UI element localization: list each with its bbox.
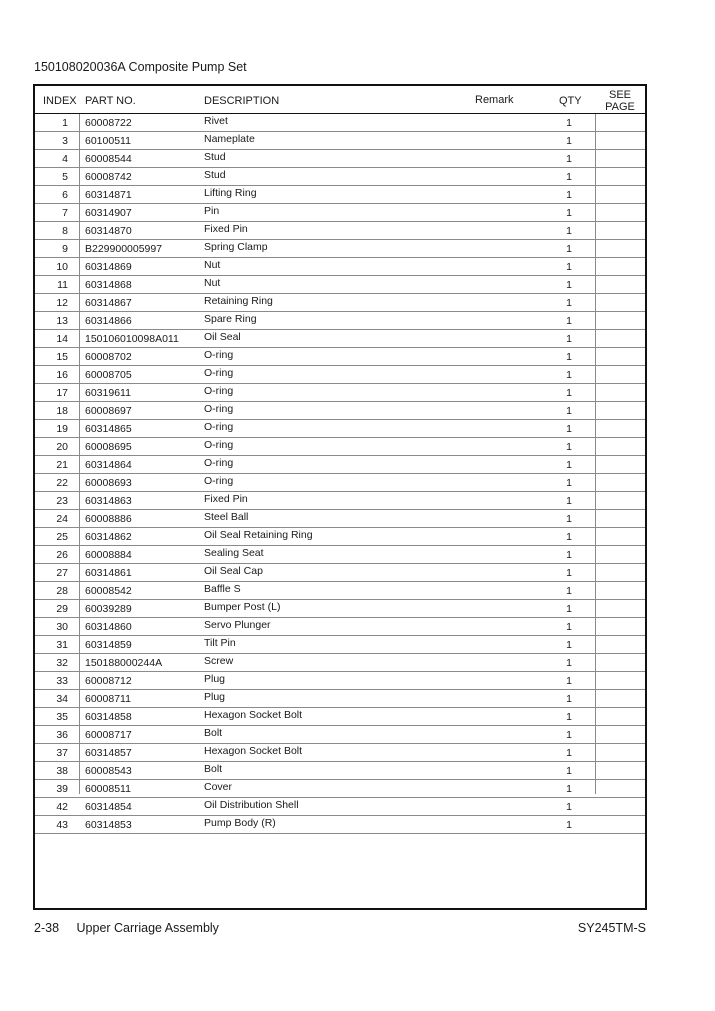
table-row (35, 312, 645, 330)
row-qty: 1 (566, 441, 572, 453)
header-see-page-line1: SEE (608, 89, 631, 101)
row-description: Retaining Ring (204, 295, 273, 307)
row-index: 10 (56, 261, 68, 273)
row-index: 34 (56, 693, 68, 705)
footer-left (34, 921, 219, 935)
row-index: 26 (56, 549, 68, 561)
row-index: 42 (56, 801, 68, 813)
row-index: 38 (56, 765, 68, 777)
row-part-no: 60100511 (85, 135, 131, 147)
row-description: Fixed Pin (204, 493, 248, 505)
table-row (35, 780, 645, 798)
row-part-no: 60008705 (85, 369, 132, 381)
row-qty: 1 (566, 693, 572, 705)
row-part-no: 60319611 (85, 387, 131, 399)
row-part-no: 150106010098A011 (85, 333, 179, 345)
table-row (35, 258, 645, 276)
row-description: O-ring (204, 367, 234, 379)
table-row (35, 726, 645, 744)
row-qty: 1 (566, 603, 572, 615)
table-row (35, 510, 645, 528)
table-row (35, 582, 645, 600)
row-index: 19 (56, 423, 68, 435)
row-qty: 1 (566, 495, 572, 507)
row-qty: 1 (566, 243, 572, 255)
row-part-no: 60314853 (85, 819, 132, 831)
table-row (35, 204, 645, 222)
row-description: Spare Ring (204, 313, 257, 325)
table-row (35, 240, 645, 258)
table-row (35, 708, 645, 726)
header-qty: QTY (559, 95, 582, 107)
row-part-no: 60314861 (85, 567, 132, 579)
row-index: 33 (56, 675, 68, 687)
row-part-no: 60008722 (85, 117, 132, 129)
row-index: 11 (57, 279, 68, 291)
header-description: DESCRIPTION (204, 95, 280, 107)
row-description: Steel Ball (204, 511, 249, 523)
row-qty: 1 (566, 711, 572, 723)
row-qty: 1 (566, 459, 572, 471)
row-part-no: 60314871 (85, 189, 132, 201)
row-qty: 1 (566, 171, 572, 183)
row-part-no: 60314870 (85, 225, 132, 237)
row-qty: 1 (566, 801, 572, 813)
row-index: 29 (56, 603, 68, 615)
row-description: Oil Seal Retaining Ring (204, 529, 313, 541)
table-row (35, 528, 645, 546)
row-index: 16 (56, 369, 68, 381)
row-description: Bolt (204, 727, 223, 739)
row-part-no: 60314862 (85, 531, 132, 543)
row-qty: 1 (566, 279, 572, 291)
row-part-no: 60314864 (85, 459, 132, 471)
row-qty: 1 (566, 765, 572, 777)
table-row (35, 474, 645, 492)
table-header (35, 86, 645, 114)
row-index: 17 (56, 387, 68, 399)
table-row (35, 294, 645, 312)
row-qty: 1 (566, 351, 572, 363)
row-qty: 1 (566, 225, 572, 237)
header-remark: Remark (475, 94, 514, 106)
row-part-no: 60008712 (85, 675, 132, 687)
row-description: Tilt Pin (204, 637, 236, 649)
row-description: O-ring (204, 403, 234, 415)
row-qty: 1 (566, 477, 572, 489)
row-qty: 1 (566, 261, 572, 273)
row-qty: 1 (566, 297, 572, 309)
row-part-no: 60039289 (85, 603, 132, 615)
row-description: O-ring (204, 457, 234, 469)
row-part-no: 60008702 (85, 351, 132, 363)
row-description: Oil Seal (204, 331, 241, 343)
row-qty: 1 (566, 117, 572, 129)
row-description: Spring Clamp (204, 241, 268, 253)
model-name: SY245TM-S (577, 921, 646, 935)
row-description: Nameplate (204, 133, 255, 145)
row-qty: 1 (566, 621, 572, 633)
row-qty: 1 (566, 783, 572, 795)
row-index: 3 (62, 135, 68, 147)
section-name: Upper Carriage Assembly (76, 921, 219, 935)
row-index: 20 (56, 441, 68, 453)
row-index: 35 (56, 711, 68, 723)
row-description: Rivet (204, 115, 228, 127)
row-part-no: 60008717 (85, 729, 132, 741)
row-description: O-ring (204, 475, 234, 487)
row-qty: 1 (566, 585, 572, 597)
row-description: Sealing Seat (204, 547, 264, 559)
row-qty: 1 (566, 387, 572, 399)
table-body (35, 114, 645, 834)
row-description: Hexagon Socket Bolt (204, 745, 303, 757)
table-row (35, 150, 645, 168)
row-part-no: 60008543 (85, 765, 132, 777)
row-description: Baffle S (204, 583, 241, 595)
row-description: Pin (204, 205, 220, 217)
row-qty: 1 (566, 153, 572, 165)
row-index: 13 (56, 315, 68, 327)
row-index: 21 (56, 459, 68, 471)
row-part-no: B229900005997 (85, 243, 163, 255)
row-index: 18 (56, 405, 68, 417)
table-row (35, 636, 645, 654)
row-description: Hexagon Socket Bolt (204, 709, 303, 721)
table-row (35, 276, 645, 294)
header-part-no: PART NO. (85, 95, 136, 107)
row-part-no: 60008742 (85, 171, 132, 183)
row-index: 28 (56, 585, 68, 597)
row-qty: 1 (566, 819, 572, 831)
row-qty: 1 (566, 729, 572, 741)
row-qty: 1 (566, 549, 572, 561)
row-description: Nut (204, 277, 221, 289)
table-row (35, 402, 645, 420)
header-index: INDEX (43, 95, 77, 107)
row-description: Lifting Ring (204, 187, 257, 199)
row-index: 23 (56, 495, 68, 507)
row-part-no: 60008695 (85, 441, 132, 453)
row-part-no: 60314863 (85, 495, 132, 507)
row-index: 8 (62, 225, 68, 237)
table-row (35, 330, 645, 348)
row-part-no: 60314907 (85, 207, 132, 219)
row-qty: 1 (566, 657, 572, 669)
table-row (35, 186, 645, 204)
row-qty: 1 (566, 333, 572, 345)
row-part-no: 60314860 (85, 621, 132, 633)
row-qty: 1 (566, 135, 572, 147)
row-qty: 1 (566, 405, 572, 417)
row-description: Oil Seal Cap (204, 565, 263, 577)
row-part-no: 60314857 (85, 747, 132, 759)
table-row (35, 672, 645, 690)
row-description: Plug (204, 691, 226, 703)
table-row (35, 762, 645, 780)
row-qty: 1 (566, 189, 572, 201)
row-description: O-ring (204, 421, 234, 433)
row-index: 4 (62, 153, 68, 165)
table-row (35, 438, 645, 456)
row-part-no: 60008886 (85, 513, 132, 525)
row-description: Cover (204, 781, 233, 793)
table-row (35, 744, 645, 762)
row-part-no: 60008711 (85, 693, 131, 705)
table-row (35, 798, 645, 816)
row-part-no: 60314869 (85, 261, 132, 273)
row-index: 25 (56, 531, 68, 543)
row-description: Bumper Post (L) (204, 601, 281, 613)
row-description: Pump Body (R) (204, 817, 276, 829)
row-description: Bolt (204, 763, 223, 775)
table-row (35, 384, 645, 402)
row-qty: 1 (566, 369, 572, 381)
table-row (35, 564, 645, 582)
row-part-no: 60008697 (85, 405, 132, 417)
row-qty: 1 (566, 675, 572, 687)
row-qty: 1 (566, 747, 572, 759)
row-part-no: 60008511 (85, 783, 131, 795)
parts-table (33, 84, 647, 910)
row-index: 37 (56, 747, 68, 759)
row-index: 5 (62, 171, 68, 183)
row-description: Plug (204, 673, 226, 685)
table-row (35, 222, 645, 240)
row-qty: 1 (566, 531, 572, 543)
table-row (35, 168, 645, 186)
header-see-page (595, 89, 645, 113)
row-part-no: 60314867 (85, 297, 132, 309)
table-row (35, 366, 645, 384)
row-index: 39 (56, 783, 68, 795)
row-qty: 1 (566, 513, 572, 525)
page-number: 2-38 (34, 921, 60, 935)
row-index: 43 (56, 819, 68, 831)
row-index: 15 (56, 351, 68, 363)
row-part-no: 60008544 (85, 153, 132, 165)
row-part-no: 60008884 (85, 549, 132, 561)
row-index: 6 (62, 189, 68, 201)
row-part-no: 60314858 (85, 711, 132, 723)
row-description: Stud (204, 151, 226, 163)
row-qty: 1 (566, 423, 572, 435)
table-row (35, 114, 645, 132)
row-index: 12 (56, 297, 68, 309)
row-qty: 1 (566, 207, 572, 219)
row-part-no: 60314866 (85, 315, 132, 327)
table-row (35, 690, 645, 708)
table-row (35, 132, 645, 150)
row-description: O-ring (204, 385, 234, 397)
table-row (35, 456, 645, 474)
row-part-no: 150188000244A (85, 657, 163, 669)
row-index: 14 (56, 333, 68, 345)
row-description: Oil Distribution Shell (204, 799, 299, 811)
row-index: 32 (56, 657, 68, 669)
row-description: Fixed Pin (204, 223, 248, 235)
row-index: 27 (56, 567, 68, 579)
row-qty: 1 (566, 639, 572, 651)
row-description: Servo Plunger (204, 619, 271, 631)
row-qty: 1 (566, 315, 572, 327)
table-row (35, 546, 645, 564)
row-description: O-ring (204, 349, 234, 361)
table-row (35, 654, 645, 672)
row-part-no: 60008693 (85, 477, 132, 489)
table-row (35, 348, 645, 366)
table-row (35, 618, 645, 636)
table-row (35, 420, 645, 438)
row-description: O-ring (204, 439, 234, 451)
document-title: 150108020036A Composite Pump Set (34, 60, 247, 74)
row-index: 31 (56, 639, 68, 651)
row-description: Screw (204, 655, 234, 667)
row-part-no: 60008542 (85, 585, 132, 597)
row-part-no: 60314868 (85, 279, 132, 291)
row-part-no: 60314854 (85, 801, 132, 813)
row-index: 1 (62, 117, 68, 129)
row-index: 30 (56, 621, 68, 633)
table-row (35, 816, 645, 834)
row-description: Stud (204, 169, 226, 181)
row-description: Nut (204, 259, 221, 271)
header-see-page-line2: PAGE (605, 101, 635, 113)
table-row (35, 600, 645, 618)
row-index: 7 (62, 207, 68, 219)
row-qty: 1 (566, 567, 572, 579)
row-part-no: 60314859 (85, 639, 132, 651)
table-row (35, 492, 645, 510)
row-part-no: 60314865 (85, 423, 132, 435)
row-index: 9 (62, 243, 68, 255)
row-index: 22 (56, 477, 68, 489)
row-index: 24 (56, 513, 68, 525)
row-index: 36 (56, 729, 68, 741)
